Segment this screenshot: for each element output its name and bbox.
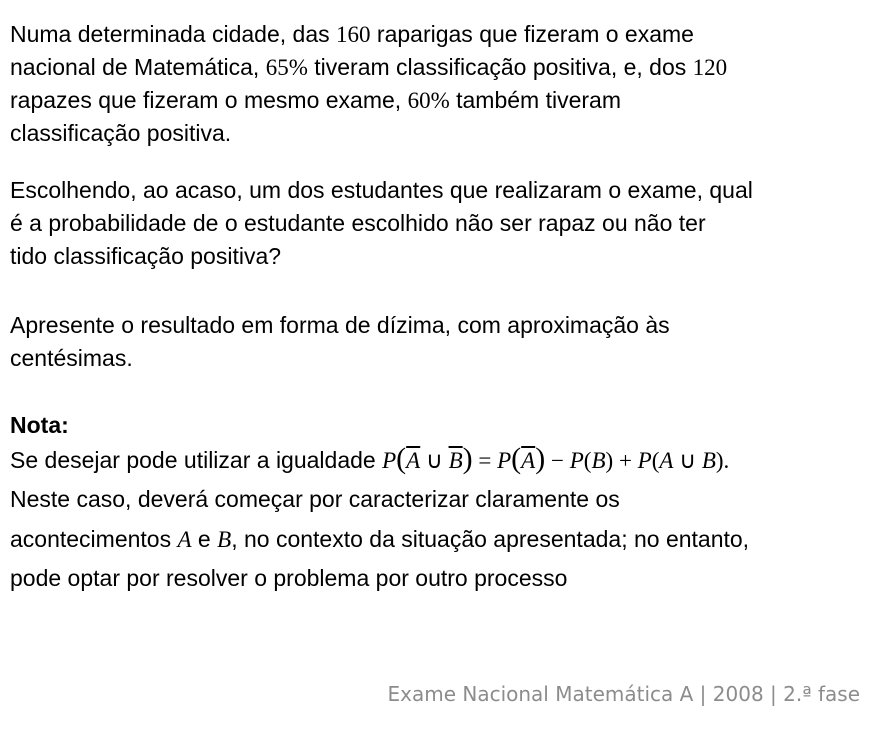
nota-title: Nota: (10, 412, 69, 438)
formula: $P(\overline{A}$ ∪ $\overline{B}) = P(\overline{A}) - P(B) + P(A$ ∪ B). (382, 442, 730, 475)
p3-line-2: centésimas. (10, 345, 133, 371)
p1-line-1: Numa determinada cidade, das 160 raparigas que fizeram o exame (10, 21, 694, 47)
p3-line-1: Apresente o resultado em forma de dízima, com aproximação às (10, 312, 670, 338)
number-120: 120 (692, 55, 728, 80)
percent-65: 65% (265, 55, 308, 80)
p1-line-3: rapazes que fizeram o mesmo exame, 60% também tiveram (10, 87, 621, 113)
nota-line-3: acontecimentos A e B, no contexto da situação apresentada; no entanto, (10, 526, 750, 552)
nota-line-2: Neste caso, deverá começar por caracterizar claramente os (10, 486, 620, 512)
percent-60: 60% (407, 88, 450, 113)
number-160: 160 (336, 22, 371, 47)
footer-source: Exame Nacional Matemática A | 2008 | 2.ª fase (387, 682, 860, 706)
p2-line-1: Escolhendo, ao acaso, um dos estudantes que realizaram o exame, qual (10, 177, 753, 203)
p1-line-4: classificação positiva. (10, 120, 232, 146)
nota-line-1: Se desejar pode utilizar a igualdade $P(\overline{A}$ ∪ $\overline{B}) = P(\overline{A}) - P(B) + P(A$ ∪ B). (10, 442, 730, 475)
p2-line-3: tido classificação positiva? (10, 243, 282, 269)
nota-line-4: pode optar por resolver o problema por outro processo (10, 565, 568, 591)
p2-line-2: é a probabilidade de o estudante escolhido não ser rapaz ou não ter (10, 210, 706, 236)
p1-line-2: nacional de Matemática, 65% tiveram classificação positiva, e, dos 120 (10, 54, 728, 80)
